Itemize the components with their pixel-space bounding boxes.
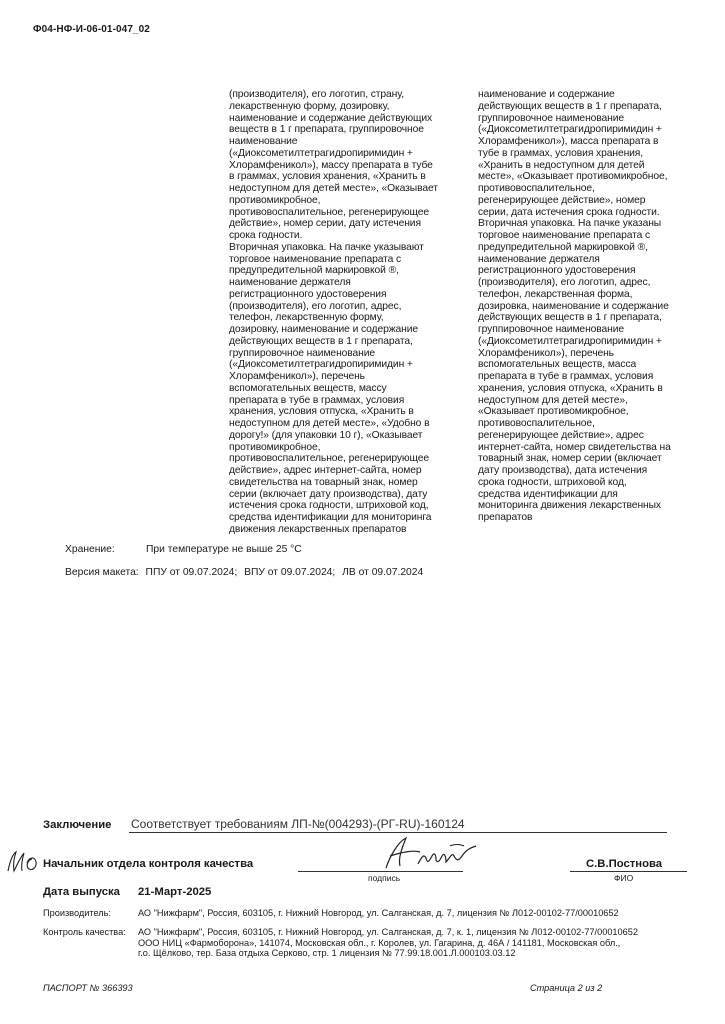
name-underline — [570, 871, 687, 872]
signature-underline — [298, 871, 463, 872]
signature-caption: подпись — [368, 873, 401, 883]
producer-value: АО "Нижфарм", Россия, 603105, г. Нижний Новгород, ул. Салганская, д. 7, лицензия № Л012-00102-77/00010652 — [138, 908, 619, 918]
version-row — [65, 567, 427, 578]
issue-date-label: Дата выпуска — [43, 886, 120, 898]
signer-name: С.В.Постнова — [586, 858, 663, 870]
passport-number: ПАСПОРТ № 366393 — [43, 983, 133, 993]
producer-label: Производитель: — [43, 908, 111, 918]
version-vpu: ВПУ от 09.07.2024; — [244, 567, 336, 578]
conclusion-label: Заключение — [43, 819, 112, 831]
storage-row — [65, 544, 302, 555]
version-ppu: ППУ от 09.07.2024; — [145, 567, 238, 578]
conclusion-text: Соответствует требованиям ЛП-№(004293)-(РГ-RU)-160124 — [131, 817, 465, 831]
quality-control-label: Контроль качества: — [43, 927, 126, 937]
page-number: Страница 2 из 2 — [530, 983, 603, 993]
quality-control-value: АО "Нижфарм", Россия, 603105, г. Нижний Новгород, ул. Салганская, д. 7, к. 1, лицензия № Л012-00102-77/00010652 ООО НИЦ «Фармоборона», 141074, Московская обл., г. Королев, ул. Гагарина, д. 46А / 141181, Московская обл., г.о. Щёлково, тер. База отдыха Серково, стр. 1 лицензия № 77.99.18.001.Л.000103.03.12 — [138, 927, 638, 959]
document-code: Ф04-НФ-И-06-01-047_02 — [33, 24, 150, 35]
text-column-left: (производителя), его логотип, страну, лекарственную форму, дозировку, наименование и содержание действующих веществ в 1 г препарата, группировочное наименование («Диоксометилтетрагидропиримидин + Хлорамфеникол»), массу препарата в тубе в граммах, условия хранения, «Хранить в недоступном для детей месте», «Оказывает противомикробное, противовоспалительное, регенерирующее действие», номер серии, дату истечения срока годности. Вторичная упаковка. На пачке указывают торговое наименование препарата с предупредительной маркировкой ®, наименование держателя регистрационного удостоверения (производителя), его логотип, адрес, телефон, лекарственную форму, дозировку, наименование и содержание действующих веществ в 1 г препарата, группировочное наименование («Диоксометилтетрагидропиримидин + Хлорамфеникол»), перечень вспомогательных веществ, массу препарата в тубе в граммах, условия хранения, условия отпуска, «Хранить в недоступном для детей месте», «Удобно в дорогу!» (для упаковки 10 г), «Оказывает противомикробное, противовоспалительное, регенерирующее действие», адрес интернет-сайта, номер свидетельства на товарный знак, номер серии (включает дату производства), дату истечения срока годности, штриховой код, средства идентификации для мониторинга движения лекарственных препаратов — [229, 89, 438, 535]
version-lv: ЛВ от 09.07.2024 — [342, 567, 424, 578]
storage-value: При температуре не выше 25 °С — [146, 544, 302, 555]
text-column-right: наименование и содержание действующих веществ в 1 г препарата, группировочное наименование («Диоксометилтетрагидропиримидин + Хлорамфеникол»), масса препарата в тубе в граммах, условия хранения, «Хранить в недоступном для детей месте», «Оказывает противомикробное, противовоспалительное, регенерирующее действие», номер серии, дата истечения срока годности. Вторичная упаковка. На пачке указаны торговое наименование препарата с предупредительной маркировкой ®, наименование держателя регистрационного удостоверения (производителя), его логотип, адрес, телефон, лекарственная форма, дозировка, наименование и содержание действующих веществ в 1 г препарата, группировочное наименование («Диоксометилтетрагидропиримидин + Хлорамфеникол»), перечень вспомогательных веществ, масса препарата в тубе в граммах, условия хранения, условия отпуска, «Хранить в недоступном для детей месте», «Оказывает противомикробное, противовоспалительное, регенерирующее действие», адрес интернет-сайта, номер свидетельства на товарный знак, номер серии (включает дату производства), дата истечения срока годности, штриховой код, средства идентификации для мониторинга движения лекарственных препаратов — [478, 89, 671, 523]
name-caption: ФИО — [614, 873, 634, 883]
chief-title: Начальник отдела контроля качества — [43, 858, 254, 870]
storage-label: Хранение: — [65, 544, 115, 555]
issue-date-value: 21-Март-2025 — [138, 886, 212, 898]
version-label: Версия макета: — [65, 567, 139, 578]
handwritten-initials — [5, 849, 41, 880]
conclusion-underline — [129, 832, 667, 833]
